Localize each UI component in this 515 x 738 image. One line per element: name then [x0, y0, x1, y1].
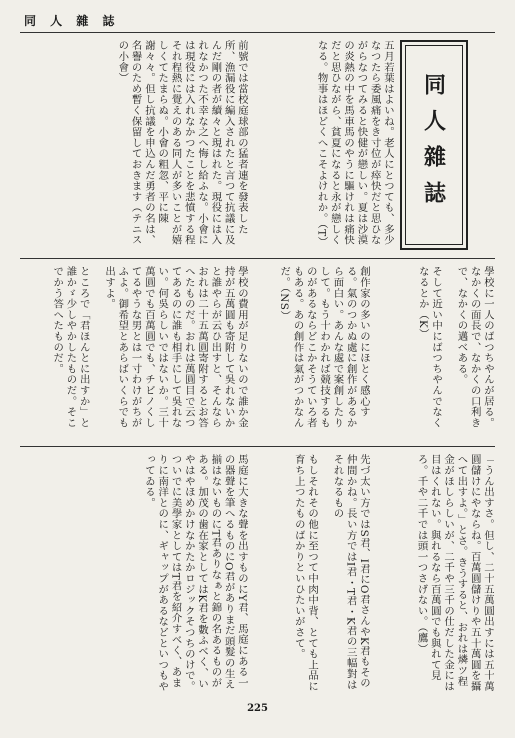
column-bottom-right [376, 454, 494, 694]
column-top-right [254, 40, 394, 252]
paragraph: 「うん出すさ。但し、二十五萬圓出すには五十萬圓儲けにやならね。百萬圓儲けりや五十萬圓を攝へて出すよ。」とさ。きうすると、おれは燐ツ程金がほしらしいが、二千や三千の仕だした金には目はくれない。與れるなら百萬圓でも與れて見ろ。千や二千では頭一つさげない。（鷹） [415, 454, 494, 692]
page-number: 225 [247, 703, 268, 714]
paragraph: そして近い中にばつちやんでなくなるとか（K） [416, 266, 443, 428]
paragraph: もしそれその他に至つて中肉中背、とても上品に育ち上つたものばかりといひたいがさて。 [292, 454, 319, 692]
paragraph: 五月若葉はよいね。老人にとつても、多少なつたら委風痛をき寸位が瘁快だと思ひながらなつてみると快健が戀しい。夏は沙漠の炎熱の中を馬車馬のやうに驅けれは痛快だと思ひながら、貧夏になると永が戀しくなる。物事はほどくへこそよけれか。（T） [315, 40, 394, 248]
section-rule [20, 258, 495, 259]
header-rule [20, 32, 495, 33]
title-box [400, 40, 468, 250]
paragraph: 學校に一人のばつちやんが居る。なかくの面長で、なかくの口利きで、なかくの邁べある。 [455, 266, 494, 428]
paragraph: 創作家の多いのにほとく感心する。氣のつかぬ處に創作があるから面白い。あんな處で案創したりして。もう十わかれば競技するものがあるならどこかそうていろ者もある。あの創作は氣がつかなんだ。（NS） [278, 266, 370, 428]
article-title: 同人雜誌 [420, 73, 447, 217]
column-bottom-center [254, 454, 370, 694]
column-bottom-left [26, 454, 248, 694]
paragraph: ところで「君ほんとに出すか」と誰かゞ少しやかしたものだ。そこでかう答へたものだ。 [51, 266, 90, 428]
paragraph: 先づ太い方ではS君、I君にO君さんやK君もその仲間かね。長い方ではI君・T君・K君の三幅對はそれなるもの [331, 454, 370, 690]
paragraph: 馬庭に大きな聲を出すものにY君、馬庭にある一の器聲を筆へるものにO君がありまだ頭髮の生え揃はないものにT君ありなぁと錦の名あるものがある。加茂の歯在家としてはK君を數ふべく、いやはやほめかけなかたかロジックそつちのけで。ついでに美學家としてはT君を紹介すべく、あまりに南洋とのに、ギャップがあるなどといつもやってゐる。 [142, 454, 248, 692]
column-top-left [26, 40, 248, 252]
column-mid-center [254, 266, 370, 438]
column-mid-right [376, 266, 494, 438]
column-mid-left [26, 266, 248, 438]
running-header: 同 人 雜 誌 [24, 14, 120, 28]
paragraph: 學校の費用が足りないので誰か金持が五萬圓も寄附して吳れないかと誰やらが云ひ出すと、そんならおれは二十五萬圓寄附するとお答へたものだ。おれは萬圓目で云つてあるのに誰も相手にして吳れない。何吳らしいではないか。三十萬圓でも百萬圓でも、チビノくしてるやうな男とは一寸わけがちがふよ。御希望とあらばいくらでも出すよ。 [103, 266, 248, 428]
paragraph: 前號では當校庭球部の猛者連を發表した所、漁漏役に編入されたと言つて抗議に及んだ剛の者が續々と現はれた。現役には入れなかつた不幸な之へ悔し給ふな。小會には現役には入れなかつたことを悲憤する程それ程熱に覺えのある同人が多いことが嬉しくてたまらぬ。小會の粗忽、平に陳謝々々。但し抗議を申込んだ勇者の名は、名譽のため暫く保留しておきます（テニスの小會） [116, 40, 248, 246]
section-rule [20, 446, 495, 447]
